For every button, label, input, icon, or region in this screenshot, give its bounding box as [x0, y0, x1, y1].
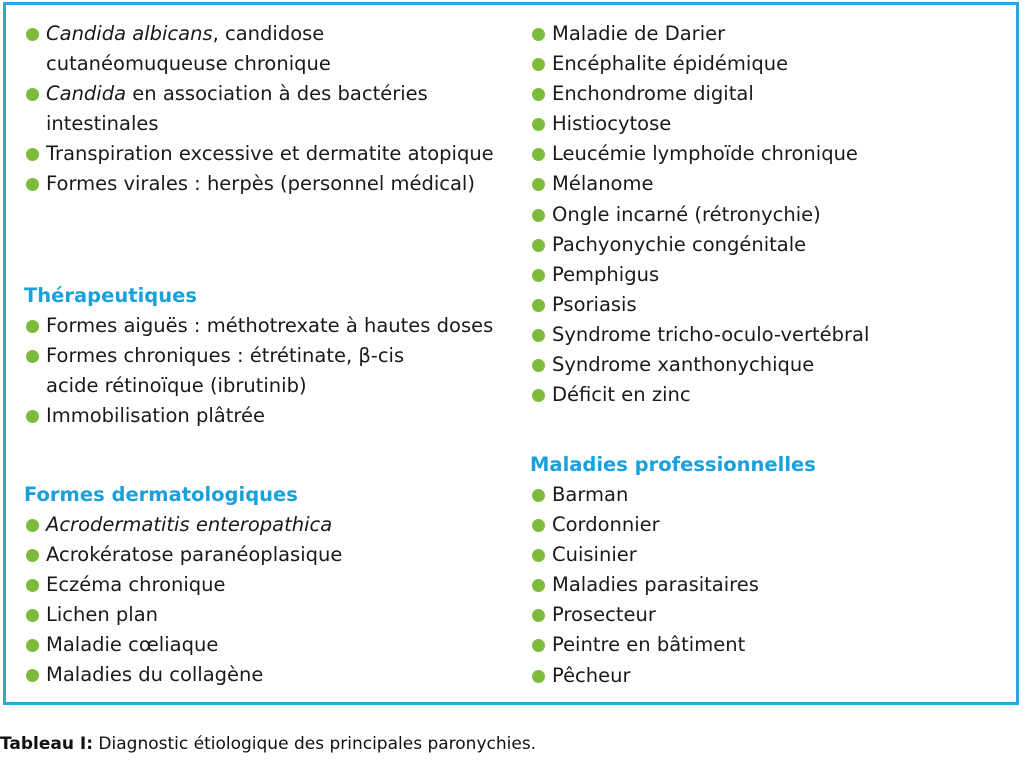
list-item: Enchondrome digital — [530, 79, 1010, 109]
bullet-icon — [26, 148, 39, 161]
bullet-icon — [532, 579, 545, 592]
bullet-icon — [532, 329, 545, 342]
list-item: Barman — [530, 480, 1010, 510]
section-title-maladies-professionnelles: Maladies professionnelles — [530, 453, 816, 476]
bullet-icon — [532, 148, 545, 161]
pro-list — [530, 480, 1010, 691]
bullet-icon — [26, 639, 39, 652]
list-item: Acrokératose paranéoplasique — [24, 540, 494, 570]
list-item: Peintre en bâtiment — [530, 630, 1010, 660]
list-item: Cuisinier — [530, 540, 1010, 570]
list-item: Encéphalite épidémique — [530, 49, 1010, 79]
bullet-icon — [532, 209, 545, 222]
bullet-icon — [26, 410, 39, 423]
bullet-icon — [532, 269, 545, 282]
list-item: Pêcheur — [530, 661, 1010, 691]
list-item: Histiocytose — [530, 109, 1010, 139]
list-item: Eczéma chronique — [24, 570, 494, 600]
bullet-icon — [532, 389, 545, 402]
bullet-icon — [532, 88, 545, 101]
bullet-icon — [26, 609, 39, 622]
list-item: Ongle incarné (rétronychie) — [530, 200, 1010, 230]
list-item: Pachyonychie congénitale — [530, 230, 1010, 260]
bullet-icon — [532, 519, 545, 532]
list-item: Prosecteur — [530, 600, 1010, 630]
bullet-icon — [532, 639, 545, 652]
caption-text: Diagnostic étiologique des principales paronychies. — [93, 734, 537, 754]
bullet-icon — [532, 359, 545, 372]
bullet-icon — [532, 178, 545, 191]
bullet-icon — [532, 549, 545, 562]
table-frame — [3, 2, 1019, 705]
list-item: Cordonnier — [530, 510, 1010, 540]
list-item: Immobilisation plâtrée — [24, 401, 494, 431]
bullet-icon — [532, 670, 545, 683]
bullet-icon — [26, 88, 39, 101]
list-item: Syndrome tricho-oculo-vertébral — [530, 320, 1010, 350]
bullet-icon — [532, 489, 545, 502]
list-item: Formes virales : herpès (personnel médical) — [24, 169, 494, 199]
section-title-formes-dermatologiques: Formes dermatologiques — [24, 483, 298, 506]
table-caption — [0, 733, 536, 755]
bullet-icon — [26, 350, 39, 363]
bullet-icon — [532, 28, 545, 41]
list-item: Psoriasis — [530, 290, 1010, 320]
bullet-icon — [532, 58, 545, 71]
list-item: Maladie cœliaque — [24, 630, 494, 660]
dermato-list — [24, 510, 494, 691]
therapeutiques-list — [24, 311, 494, 431]
bullet-icon — [26, 669, 39, 682]
bullet-icon — [26, 519, 39, 532]
list-item: Déficit en zinc — [530, 380, 1010, 410]
list-item: Acrodermatitis enteropathica — [24, 510, 494, 540]
list-item: Formes chroniques : étrétinate, β-cis acide rétinoïque (ibrutinib) — [24, 341, 426, 401]
list-item: Mélanome — [530, 169, 1010, 199]
caption-label: Tableau I: — [0, 734, 94, 754]
list-item: Transpiration excessive et dermatite atopique — [24, 139, 494, 169]
list-item: Lichen plan — [24, 600, 494, 630]
bullet-icon — [26, 320, 39, 333]
bullet-icon — [532, 118, 545, 131]
list-item: Maladie de Darier — [530, 19, 1010, 49]
list-item: Candida en association à des bactéries intestinales — [24, 79, 494, 139]
bullet-icon — [26, 178, 39, 191]
list-item: Leucémie lymphoïde chronique — [530, 139, 1010, 169]
bullet-icon — [532, 239, 545, 252]
bullet-icon — [532, 609, 545, 622]
bullet-icon — [26, 579, 39, 592]
list-item: Pemphigus — [530, 260, 1010, 290]
list-item: Maladies parasitaires — [530, 570, 1010, 600]
right-top-list — [530, 19, 1010, 410]
bullet-icon — [532, 299, 545, 312]
list-item: Syndrome xanthonychique — [530, 350, 1010, 380]
list-item: Maladies du collagène — [24, 660, 494, 690]
left-top-list — [24, 19, 494, 200]
section-title-therapeutiques: Thérapeutiques — [24, 284, 197, 307]
bullet-icon — [26, 549, 39, 562]
list-item: Candida albicans, candidose cutanéomuqueuse chronique — [24, 19, 494, 79]
list-item: Formes aiguës : méthotrexate à hautes doses — [24, 311, 494, 341]
bullet-icon — [26, 28, 39, 41]
